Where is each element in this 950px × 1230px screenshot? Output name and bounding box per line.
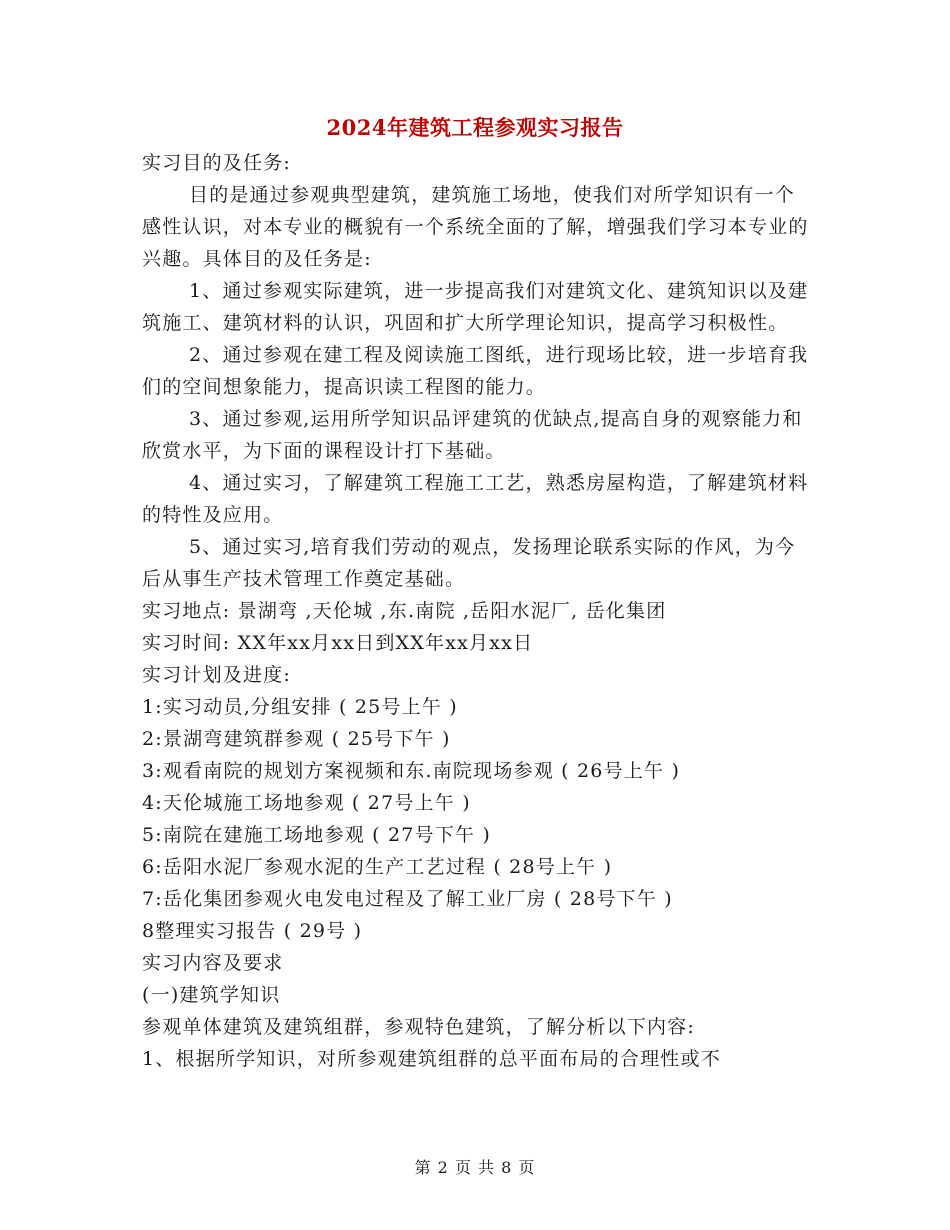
document-title: 2024年建筑工程参观实习报告 xyxy=(326,115,624,140)
paragraph: 1、通过参观实际建筑，进一步提高我们对建筑文化、建筑知识以及建筑施工、建筑材料的认识，巩固和扩大所学理论知识，提高学习积极性。 xyxy=(142,280,809,334)
paragraph: 实习目的及任务: xyxy=(142,152,292,174)
schedule-item: 8整理实习报告 ( 29号 ) xyxy=(142,920,363,942)
schedule-item: 5:南院在建施工场地参观 ( 27号下午 ) xyxy=(142,824,492,846)
schedule-item: 1:实习动员,分组安排 ( 25号上午 ) xyxy=(142,696,458,718)
paragraph: 5、通过实习,培育我们劳动的观点，发扬理论联系实际的作风，为今后从事生产技术管理工作奠定基础。 xyxy=(142,536,796,590)
section-heading: 实习内容及要求 xyxy=(142,952,284,974)
schedule-item: 6:岳阳水泥厂参观水泥的生产工艺过程 ( 28号上午 ) xyxy=(142,856,613,878)
paragraph: 实习地点: 景湖弯 ,天伦城 ,东.南院 ,岳阳水泥厂, 岳化集团 xyxy=(142,600,667,622)
paragraph: 实习时间: XX年xx月xx日到XX年xx月xx日 xyxy=(142,632,534,654)
page-number-footer: 第 2 页 共 8 页 xyxy=(414,1158,536,1177)
schedule-item: 3:观看南院的规划方案视频和东.南院现场参观 ( 26号上午 ) xyxy=(142,760,681,782)
document-body xyxy=(142,147,814,1075)
schedule-item: 2:景湖弯建筑群参观 ( 25号下午 ) xyxy=(142,728,451,750)
paragraph: 4、通过实习，了解建筑工程施工工艺，熟悉房屋构造，了解建筑材料的特性及应用。 xyxy=(142,472,809,526)
schedule-item: 7:岳化集团参观火电发电过程及了解工业厂房 ( 28号下午 ) xyxy=(142,888,673,910)
paragraph: 目的是通过参观典型建筑，建筑施工场地，使我们对所学知识有一个感性认识，对本专业的概貌有一个系统全面的了解，增强我们学习本专业的兴趣。具体目的及任务是: xyxy=(142,184,809,270)
paragraph: 3、通过参观,运用所学知识品评建筑的优缺点,提高自身的观察能力和欣赏水平，为下面的课程设计打下基础。 xyxy=(142,408,803,462)
schedule-item: 4:天伦城施工场地参观 ( 27号上午 ) xyxy=(142,792,471,814)
subsection-heading: (一)建筑学知识 xyxy=(142,984,281,1006)
paragraph: 参观单体建筑及建筑组群，参观特色建筑，了解分析以下内容: xyxy=(142,1016,696,1038)
paragraph: 2、通过参观在建工程及阅读施工图纸，进行现场比较，进一步培育我们的空间想象能力，提高识读工程图的能力。 xyxy=(142,344,809,398)
paragraph: 1、根据所学知识，对所参观建筑组群的总平面布局的合理性或不 xyxy=(142,1048,721,1070)
paragraph: 实习计划及进度: xyxy=(142,664,292,686)
